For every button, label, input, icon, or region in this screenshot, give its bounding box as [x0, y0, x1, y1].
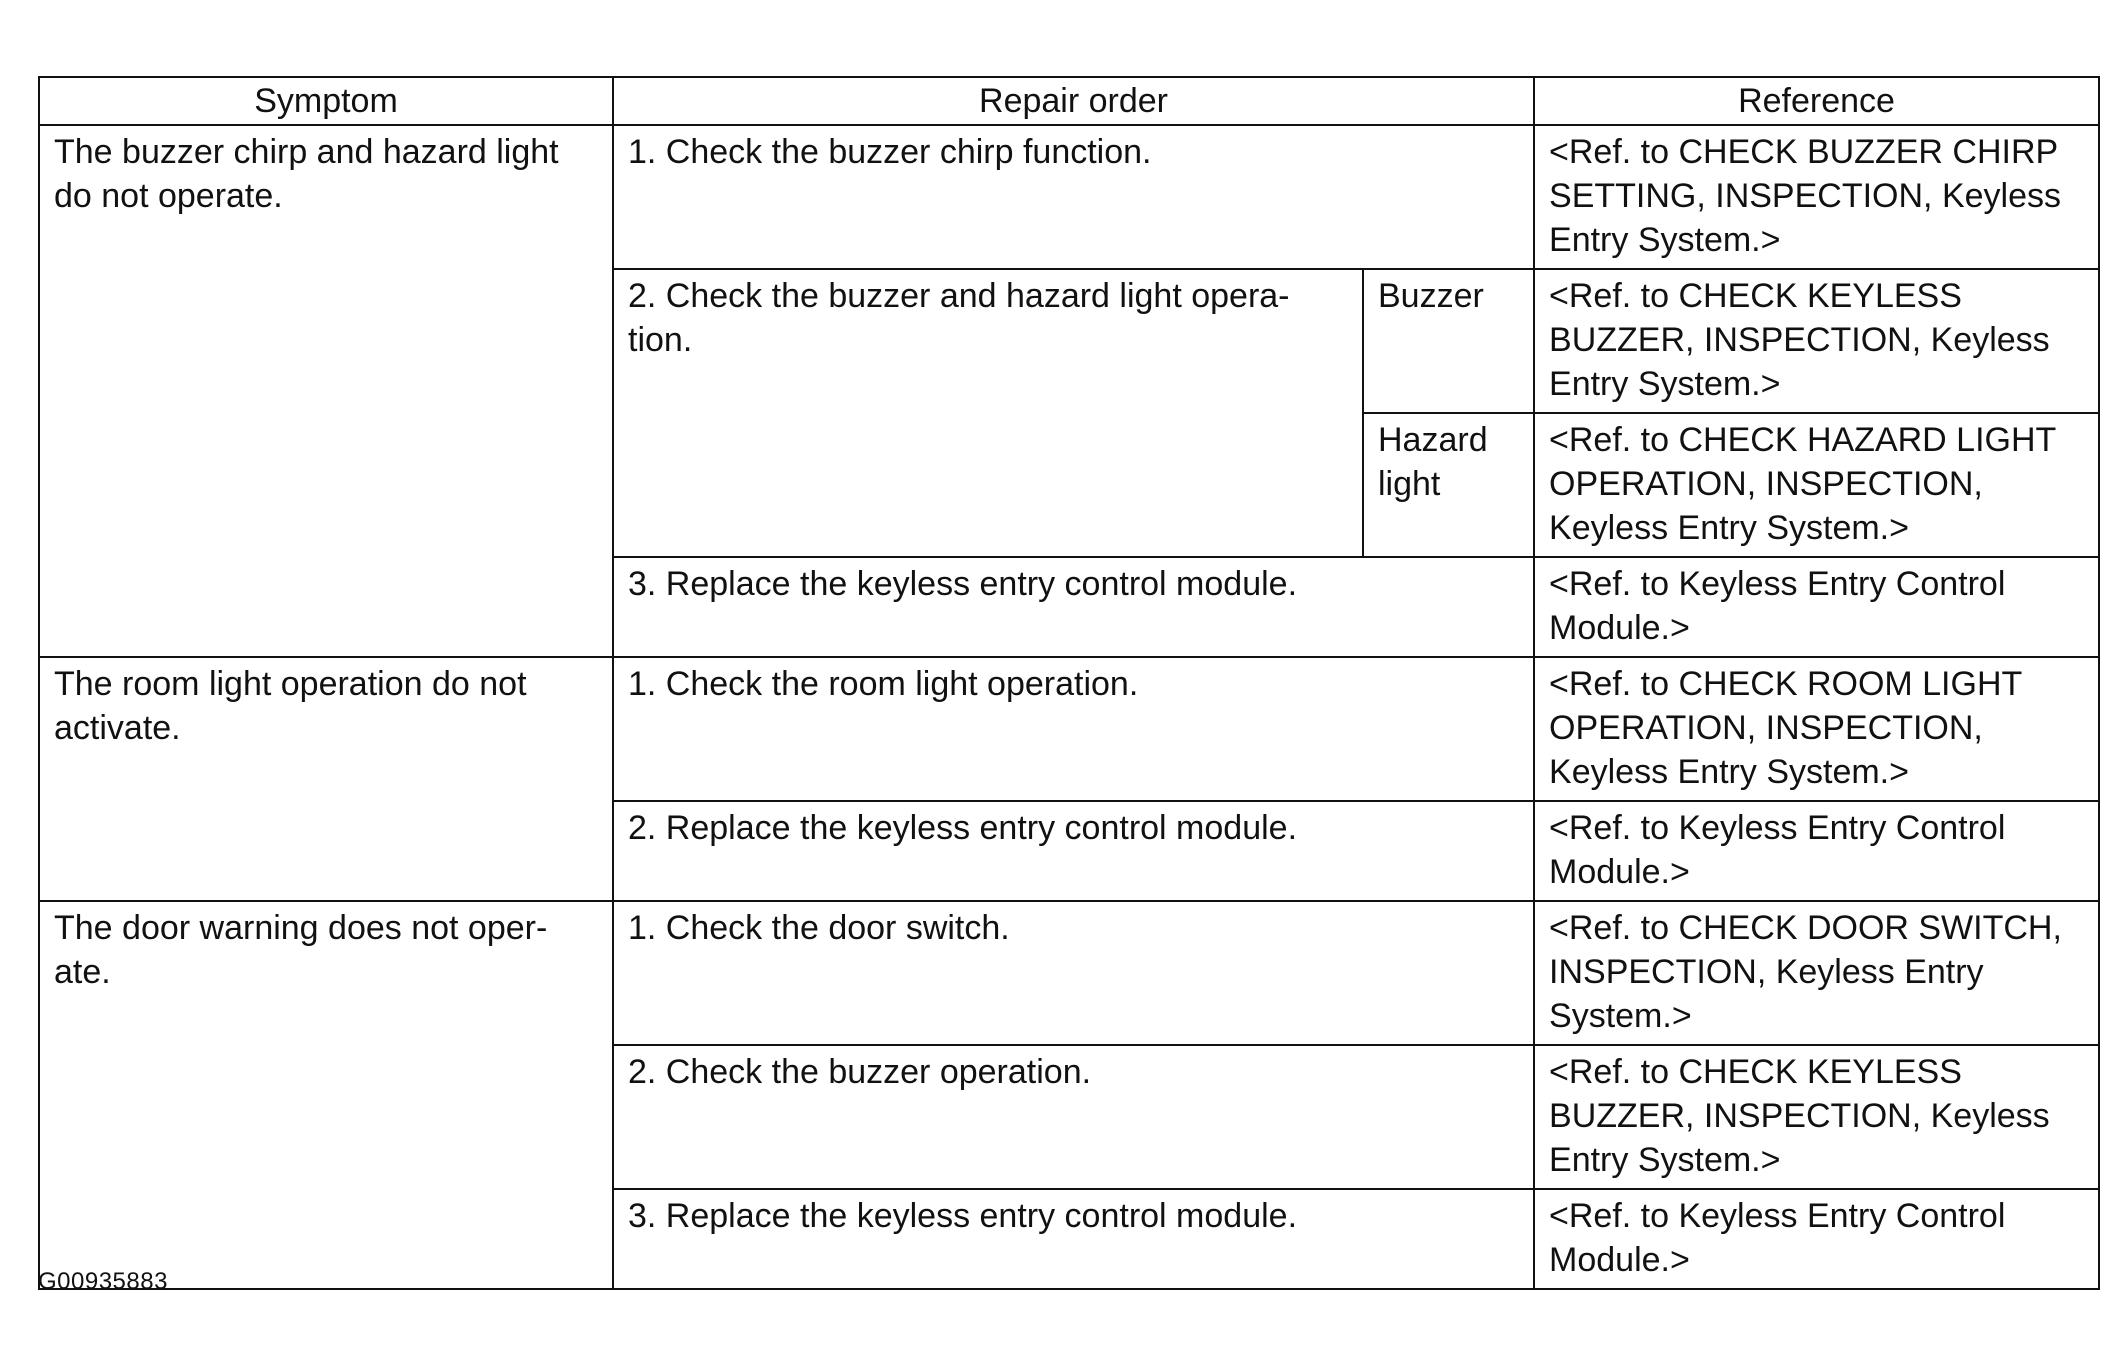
symptom-cell: The buzzer chirp and hazard light do not operate.: [39, 125, 613, 657]
symptom-cell: The door warning does not oper-ate.: [39, 901, 613, 1289]
reference-cell: <Ref. to Keyless Entry Control Module.>: [1534, 557, 2099, 657]
reference-cell: <Ref. to CHECK BUZZER CHIRP SETTING, INSPECTION, Keyless Entry System.>: [1534, 125, 2099, 269]
repair-step-cell: 3. Replace the keyless entry control module.: [613, 1189, 1534, 1289]
sub-item-hazard-light: Hazard light: [1363, 413, 1534, 557]
reference-cell: <Ref. to CHECK ROOM LIGHT OPERATION, INSPECTION, Keyless Entry System.>: [1534, 657, 2099, 801]
repair-step-cell: 2. Check the buzzer operation.: [613, 1045, 1534, 1189]
header-symptom: Symptom: [39, 77, 613, 125]
figure-id: G00935883: [38, 1268, 168, 1295]
diagnosis-table: [38, 76, 2100, 1290]
reference-cell: <Ref. to Keyless Entry Control Module.>: [1534, 1189, 2099, 1289]
repair-step-cell: 1. Check the door switch.: [613, 901, 1534, 1045]
repair-step-cell: 2. Replace the keyless entry control module.: [613, 801, 1534, 901]
repair-step-cell: 3. Replace the keyless entry control module.: [613, 557, 1534, 657]
table-header-row: [39, 77, 2099, 125]
table-row: [39, 125, 2099, 269]
table-row: [39, 657, 2099, 801]
repair-step-cell: 1. Check the buzzer chirp function.: [613, 125, 1534, 269]
reference-cell: <Ref. to CHECK KEYLESS BUZZER, INSPECTION, Keyless Entry System.>: [1534, 269, 2099, 413]
header-reference: Reference: [1534, 77, 2099, 125]
reference-cell: <Ref. to Keyless Entry Control Module.>: [1534, 801, 2099, 901]
reference-cell: <Ref. to CHECK KEYLESS BUZZER, INSPECTION, Keyless Entry System.>: [1534, 1045, 2099, 1189]
table-row: [39, 901, 2099, 1045]
sub-item-buzzer: Buzzer: [1363, 269, 1534, 413]
repair-step-cell: 2. Check the buzzer and hazard light opera-tion.: [613, 269, 1363, 557]
reference-cell: <Ref. to CHECK DOOR SWITCH, INSPECTION, Keyless Entry System.>: [1534, 901, 2099, 1045]
header-repair-order: Repair order: [613, 77, 1534, 125]
reference-cell: <Ref. to CHECK HAZARD LIGHT OPERATION, INSPECTION, Keyless Entry System.>: [1534, 413, 2099, 557]
symptom-cell: The room light operation do not activate.: [39, 657, 613, 901]
repair-step-cell: 1. Check the room light operation.: [613, 657, 1534, 801]
